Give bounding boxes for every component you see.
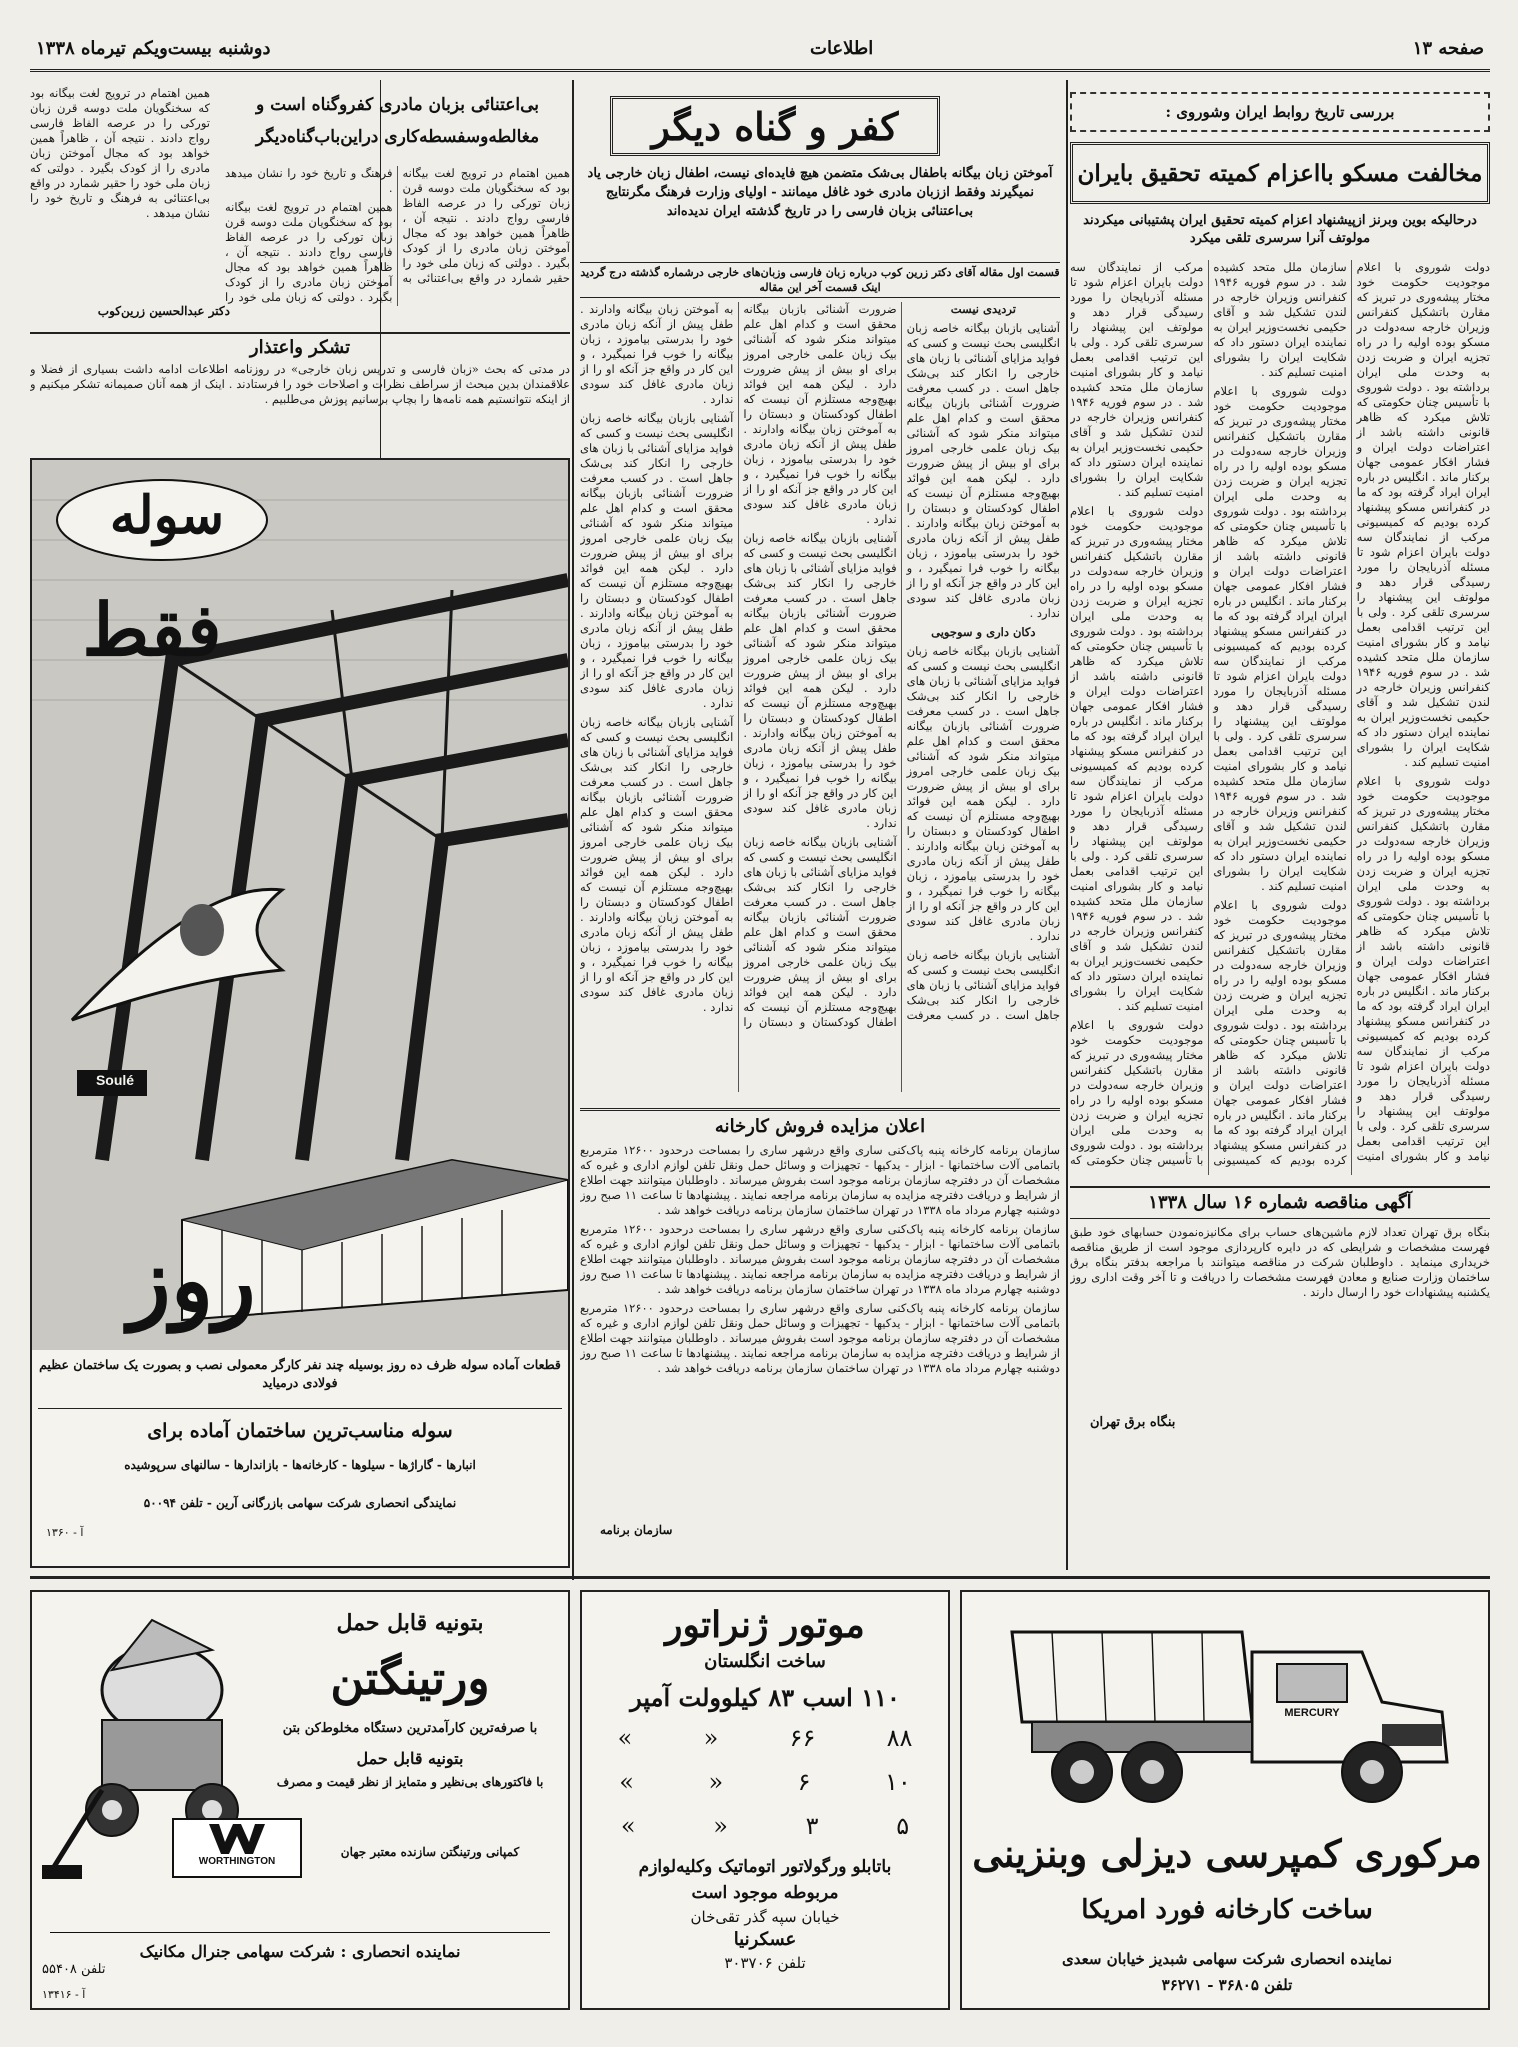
mercury-origin: ساخت کارخانه فورد امریکا [1081, 1895, 1373, 1925]
motor-spec-cell: ۳ [805, 1812, 819, 1840]
motor-seller: عسکرنیا [733, 1929, 797, 1950]
motor-phone: تلفن ۳۰۳۷۰۶ [724, 1954, 806, 1972]
auction-paragraph: سازمان برنامه کارخانه پنبه پاک‌کنی ساری واقع درشهر ساری را بمساحت درحدود ۱۲۶۰۰ مترمربع باتمامی آلات ساختمانها - ابزار - یدکیها - تجهیزات و وسائل حمل ونقل تلفن لوازم اداری و غیره که مشخصات آن در دفترچه سازمان برنامه موجود است بفروش میرساند . داوطلبان میتوانند جهت اطلاع از شرایط و دریافت دفترچه مزایده به سازمان برنامه مراجعه نمایند . پیشنهادها تا ساعت ۱۱ صبح روز دوشنبه چهارم مرداد ماه ۱۳۳۸ در تهران ساختمان سازمان برنامه دریافت خواهد شد . [580, 1143, 1060, 1217]
ad-motor-generator [580, 1590, 950, 2010]
article-headline: مخالفت مسکو بااعزام کمیته تحقیق بایران [1077, 160, 1483, 187]
motor-spec-cell: ۶ [797, 1768, 811, 1796]
body-paragraph-repeat: دولت شوروی با اعلام موجودیت حکومت خود مختار پیشه‌وری در تبریز که مقارن باتشکیل کنفرانس وزیران خارجه سه‌دولت در مسکو بوده اولیه را در راه تجزیه ایران و ضربت زدن به وحدت ملی ایران برداشته بود . دولت شوروی با تأسیس چنان حکومتی که تلاش میکرد که ظاهر قانونی داشته باشد از اعتراضات دولت ایران و فشار افکار عمومی جهان برکنار ماند . انگلیس در باره ایران ایراد گرفته بود که ما در کنفرانس مسکو پیشنهاد کرده بودیم که کمیسیونی مرکب از نمایندگان سه دولت بایران اعزام شود تا مسئله آذربایجان را مورد رسیدگی قرار دهد و مولوتف این پیشنهاد را سرسری تلقی کرد . ولی با این ترتیب اقدامی بعمل نیامد و کار بشورای امنیت سازمان ملل متحد کشیده شد . در سوم فوریه ۱۹۴۶ کنفرانس وزیران خارجه در لندن تشکیل شد و آقای حکیمی نخست‌وزیر ایران به نماینده ایران دستور داد که شکایت ایران را بشورای امنیت تسلیم کند . [1070, 260, 1347, 1167]
beetenai-headline-2: مغالطه‌وسفسطه‌کاری دراین‌باب‌گناه‌دیگر [255, 127, 540, 147]
mercury-title: مرکوری کمپرسی دیزلی وبنزینی [972, 1831, 1482, 1876]
page-number: صفحه ۱۳ [1412, 38, 1484, 59]
soule-agent: نمایندگی انحصاری شرکت سهامی بازرگانی آرین - تلفن ۵۰۰۹۴ [143, 1496, 457, 1510]
kofr-paragraph-repeat: آشنایی بازبان بیگانه خاصه زبان انگلیسی بحث نیست و کسی که فواید مزایای آشنائی با زبان های خارجی را انکار کند بی‌شک جاهل است . در کسب معرفت ضرورت آشنائی بازبان بیگانه محقق است و کدام اهل علم میتواند منکر شود که آشنائی بیک زبان علمی خارجی امروز برای او بیش از پیش ضرورت دارد . لیکن همه این فوائد بهیچ‌وجه مستلزم آن نیست که اطفال کودکستان و دبستان را به آموختن زبان بیگانه وادارند . طفل پیش از آنکه زبان مادری خود را بدرستی بیاموزد ، زبان بیگانه را خوب فرا نمیگیرد ، و این کار در واقع جز آنکه او را از زبان مادری غافل کند سودی ندارد . [580, 715, 734, 1014]
body-paragraph: دولت شوروی با اعلام موجودیت حکومت خود مختار پیشه‌وری در تبریز که مقارن باتشکیل کنفرانس وزیران خارجه سه‌دولت در مسکو بوده اولیه را در راه تجزیه ایران و ضربت زدن به وحدت ملی ایران برداشته بود . دولت شوروی با تأسیس چنان حکومتی که تلاش میکرد که ظاهر قانونی داشته باشد از اعتراضات دولت ایران و فشار افکار عمومی جهان برکنار ماند . انگلیس در باره ایران ایراد گرفته بود که ما در کنفرانس مسکو پیشنهاد کرده بودیم که کمیسیونی مرکب از نمایندگان سه دولت بایران اعزام شود تا مسئله آذربایجان را مورد رسیدگی قرار دهد و مولوتف این پیشنهاد را سرسری تلقی کرد . ولی با این ترتیب اقدامی بعمل نیامد و کار بشورای امنیت سازمان ملل متحد کشیده شد . در سوم فوریه ۱۹۴۶ کنفرانس وزیران خارجه در لندن تشکیل شد و آقای حکیمی نخست‌وزیر ایران به نماینده ایران دستور داد که شکایت ایران را بشورای امنیت تسلیم کند . [1356, 260, 1490, 769]
kofr-headline-box [610, 96, 940, 156]
motor-spec-header: ۱۱۰ اسب ۸۳ کیلوولت آمپر [630, 1683, 900, 1712]
masthead [30, 28, 1490, 72]
article-mosco [1070, 86, 1490, 1176]
beetenai-body [225, 166, 570, 306]
soule-days: روز [128, 1228, 256, 1332]
kofr-body [580, 302, 1060, 1092]
motor-spec-cell: ۶۶ [789, 1724, 816, 1752]
tender-body: بنگاه برق تهران تعداد لازم ماشین‌های حساب برای مکانیزه‌نمودن حسابهای خود طبق فهرست مشخصات و شرایطی که در دایره کارپردازی موجود است از طریق مناقصه خریداری مینماید . داوطلبان شرکت در مناقصه میتوانند با مراجعه بدفتر بنگاه برق ساختمان وزارت صنایع و معادن فهرست مشخصات را دریافت و تا آخر وقت اداری روز یکشنبه پیشنهادات خود را ارسال دارند . [1070, 1225, 1490, 1299]
article-beetenai [30, 86, 570, 326]
thanks-title: تشکر واعتذار [249, 337, 351, 358]
kofr-paragraph-repeat: آشنایی بازبان بیگانه خاصه زبان انگلیسی بحث نیست و کسی که فواید مزایای آشنائی با زبان های خارجی را انکار کند بی‌شک جاهل است . در کسب معرفت ضرورت آشنائی بازبان بیگانه محقق است و کدام اهل علم میتواند منکر شود که آشنائی بیک زبان علمی خارجی امروز برای او بیش از پیش ضرورت دارد . لیکن همه این فوائد بهیچ‌وجه مستلزم آن نیست که اطفال کودکستان و دبستان را به آموختن زبان بیگانه وادارند . طفل پیش از آنکه زبان مادری خود را بدرستی بیاموزد ، زبان بیگانه را خوب فرا نمیگیرد ، و این کار در واقع جز آنکه او را از زبان مادری غافل کند سودی ندارد . [580, 411, 734, 710]
motor-spec-cell: ۵ [896, 1812, 910, 1840]
worthington-badge-text: WORTHINGTON [198, 1856, 276, 1867]
motor-spec-cell: « [703, 1724, 719, 1752]
kofr-paragraph-repeat: آشنایی بازبان بیگانه خاصه زبان انگلیسی بحث نیست و کسی که فواید مزایای آشنائی با زبان های خارجی را انکار کند بی‌شک جاهل است . در کسب معرفت ضرورت آشنائی بازبان بیگانه محقق است و کدام اهل علم میتواند منکر شود که آشنائی بیک زبان علمی خارجی امروز برای او بیش از پیش ضرورت دارد . لیکن همه این فوائد بهیچ‌وجه مستلزم آن نیست که اطفال کودکستان و دبستان را به آموختن زبان بیگانه وادارند . طفل پیش از آنکه زبان مادری خود را بدرستی بیاموزد ، زبان بیگانه را خوب فرا نمیگیرد ، و این کار در واقع جز آنکه او را از زبان مادری غافل کند سودی ندارد . [743, 531, 897, 830]
ad-mercury [960, 1590, 1490, 2010]
thanks-body: در مدتی که بحث «زبان فارسی و تدریس زبان خارجی» در روزنامه اطلاعات ادامه داشت بسیاری از فضلا و علاقمندان بدین مبحث از سراطف نظرات و اصلاحات خود را فرستادند . اینک از همه آنان صمیمانه تشکر میکنیم و از اینکه نتوانستیم همه نامه‌ها را بچاپ برسانیم پوزش می‌طلبیم . [30, 362, 570, 406]
beetenai-left-column: همین اهتمام در ترویج لغت بیگانه بود که سخنگویان ملت دوسه قرن زبان تورکی را در عرصه الفاظ فارسی رواج دادند . نتیجه آن ، ظاهراً همین خواهد بود که مجال آموختن زبان مادری را از کودک بگیرد . دولتی که زبان ملی خود را حقیر شمارد در واقع بی‌اعتنائی به فرهنگ و تاریخ خود را نشان میدهد . [30, 86, 210, 220]
worthington-phone: تلفن ۵۵۴۰۸ [42, 1962, 106, 1977]
motor-line-2: مربوطه موجود است [691, 1883, 839, 1903]
mercury-phones: تلفن ۳۶۸۰۵ - ۳۶۲۷۱ [1161, 1976, 1293, 1994]
worthington-code: آ - ۱۳۴۱۶ [42, 1988, 86, 2001]
kofr-paragraph-repeat: آشنایی بازبان بیگانه خاصه زبان انگلیسی بحث نیست و کسی که فواید مزایای آشنائی با زبان های خارجی را انکار کند بی‌شک جاهل است . در کسب معرفت ضرورت آشنائی بازبان بیگانه محقق است و کدام اهل علم میتواند منکر شود که آشنائی بیک زبان علمی خارجی امروز برای او بیش از پیش ضرورت دارد . لیکن همه این فوائد بهیچ‌وجه مستلزم آن نیست که اطفال کودکستان و دبستان را به آموختن زبان بیگانه وادارند . طفل پیش از آنکه زبان مادری خود را بدرستی بیاموزد ، زبان بیگانه را خوب فرا نمیگیرد ، و این کار در واقع جز آنکه او را از زبان مادری غافل کند سودی ندارد . [906, 644, 1060, 943]
motor-spec-row [582, 1760, 948, 1804]
body-paragraph-repeat: دولت شوروی با اعلام موجودیت حکومت خود مختار پیشه‌وری در تبریز که مقارن باتشکیل کنفرانس وزیران خارجه سه‌دولت در مسکو بوده اولیه را در راه تجزیه ایران و ضربت زدن به وحدت ملی ایران برداشته بود . دولت شوروی با تأسیس چنان حکومتی که تلاش میکرد که ظاهر قانونی داشته باشد از اعتراضات دولت ایران و فشار افکار عمومی جهان برکنار ماند . انگلیس در باره ایران ایراد گرفته بود که ما در کنفرانس مسکو پیشنهاد کرده بودیم که کمیسیونی مرکب از نمایندگان سه دولت بایران اعزام شود تا مسئله آذربایجان را مورد رسیدگی قرار دهد و مولوتف این پیشنهاد را سرسری تلقی کرد . ولی با این ترتیب اقدامی بعمل نیامد و کار بشورای امنیت سازمان ملل متحد کشیده شد . در سوم فوریه ۱۹۴۶ کنفرانس وزیران خارجه در لندن تشکیل شد و آقای حکیمی نخست‌وزیر ایران به نماینده ایران دستور داد که شکایت ایران را بشورای امنیت تسلیم کند . [1213, 260, 1490, 1163]
motor-spec-row [582, 1804, 948, 1848]
kofr-section-heading: تردیدی نیست [950, 302, 1016, 316]
soule-logo: Soulé [95, 1072, 135, 1088]
body-paragraph-repeat: دولت شوروی با اعلام موجودیت حکومت خود مختار پیشه‌وری در تبریز که مقارن باتشکیل کنفرانس وزیران خارجه سه‌دولت در مسکو بوده اولیه را در راه تجزیه ایران و ضربت زدن به وحدت ملی ایران برداشته بود . دولت شوروی با تأسیس چنان حکومتی که [1070, 1018, 1204, 1167]
motor-spec-cell: « [708, 1768, 724, 1796]
worthington-w-icon [207, 1822, 267, 1856]
headline-box [1070, 142, 1490, 204]
paper-name: اطلاعات [810, 38, 874, 59]
kofr-note: قسمت اول مقاله آقای دکتر زرین کوب درباره زبان فارسی وزبان‌های خارجی درشماره گذشته درج گردید اینک قسمت آخر این مقاله [580, 262, 1060, 298]
column-rule [1066, 80, 1068, 1570]
worthington-line-1: بتونیه قابل حمل [336, 1610, 484, 1636]
mercury-agent: نماینده انحصاری شرکت سهامی شبدیز خیابان سعدی [1061, 1950, 1393, 1968]
article-kicker: بررسی تاریخ روابط ایران وشوروی : [1070, 92, 1490, 132]
motor-spec-cell: » [619, 1768, 634, 1796]
motor-spec-row [582, 1716, 948, 1760]
kofr-headline: کفر و گناه دیگر [651, 104, 899, 149]
worthington-line-3: بتونیه قابل حمل [356, 1749, 464, 1768]
motor-spec-cell: « [713, 1812, 728, 1840]
ad-worthington [30, 1590, 570, 2010]
body-paragraph-repeat: دولت شوروی با اعلام موجودیت حکومت خود مختار پیشه‌وری در تبریز که مقارن باتشکیل کنفرانس وزیران خارجه سه‌دولت در مسکو بوده اولیه را در راه تجزیه ایران و ضربت زدن به وحدت ملی ایران برداشته بود . دولت شوروی با تأسیس چنان حکومتی که تلاش میکرد که ظاهر قانونی داشته باشد از اعتراضات دولت ایران و فشار افکار عمومی جهان برکنار ماند . انگلیس در باره ایران ایراد گرفته بود که ما در کنفرانس مسکو پیشنهاد کرده بودیم که کمیسیونی مرکب از نمایندگان سه دولت بایران اعزام شود تا مسئله آذربایجان را مورد رسیدگی قرار دهد و مولوتف این پیشنهاد را سرسری تلقی کرد . ولی با این ترتیب اقدامی بعمل نیامد و کار بشورای امنیت سازمان ملل متحد کشیده شد . در سوم فوریه ۱۹۴۶ کنفرانس وزیران خارجه در لندن تشکیل شد و آقای حکیمی نخست‌وزیر ایران به نماینده ایران دستور داد که شکایت ایران را بشورای امنیت تسلیم کند . [1213, 384, 1347, 893]
body-paragraph-repeat: دولت شوروی با اعلام موجودیت حکومت خود مختار پیشه‌وری در تبریز که مقارن باتشکیل کنفرانس وزیران خارجه سه‌دولت در مسکو بوده اولیه را در راه تجزیه ایران و ضربت زدن به وحدت ملی ایران برداشته بود . دولت شوروی با تأسیس چنان حکومتی که تلاش میکرد که ظاهر قانونی داشته باشد از اعتراضات دولت ایران و فشار افکار عمومی جهان برکنار ماند . انگلیس در باره ایران ایراد گرفته بود که ما در کنفرانس مسکو پیشنهاد کرده بودیم که کمیسیونی مرکب از نمایندگان سه دولت بایران اعزام شود تا مسئله آذربایجان را مورد رسیدگی قرار دهد و مولوتف این پیشنهاد را سرسری تلقی کرد . ولی با این ترتیب اقدامی بعمل نیامد و کار بشورای امنیت سازمان ملل متحد کشیده شد . در سوم فوریه ۱۹۴۶ کنفرانس وزیران خارجه در لندن تشکیل شد و آقای حکیمی نخست‌وزیر ایران به نماینده ایران دستور داد که شکایت ایران را بشورای امنیت تسلیم کند . [1070, 504, 1204, 1013]
motor-spec-cell: » [620, 1812, 636, 1840]
auction-title: اعلان مزایده فروش کارخانه [714, 1116, 926, 1137]
article-subhead: درحالیکه بوین وبرنز ازپیشنهاد اعزام کمیته تحقیق ایران پشتیبانی میکردند مولوتف آنرا سرسری تلقی میکرد [1083, 213, 1477, 246]
motor-spec-cell: ۱۰ [884, 1768, 911, 1796]
beetenai-signature: دکتر عبدالحسین زرین‌کوب [97, 304, 230, 318]
issue-date: دوشنبه بیست‌ویکم تیرماه ۱۳۳۸ [36, 38, 271, 59]
worthington-agent: نماینده انحصاری : شرکت سهامی جنرال مکانیک [50, 1932, 550, 1963]
motor-spec-cell: » [617, 1724, 633, 1752]
article-kofr [580, 86, 1060, 1096]
soule-tagline: سوله مناسب‌ترین ساختمان آماده برای [38, 1408, 562, 1445]
kofr-paragraph-repeat: آشنایی بازبان بیگانه خاصه زبان انگلیسی بحث نیست و کسی که فواید مزایای آشنائی با زبان های خارجی را انکار کند بی‌شک جاهل است . در کسب معرفت ضرورت آشنائی بازبان بیگانه محقق است و کدام اهل علم میتواند منکر شود که آشنائی بیک زبان علمی خارجی امروز برای او بیش از پیش ضرورت دارد . لیکن همه این فوائد بهیچ‌وجه مستلزم آن نیست که اطفال کودکستان و دبستان را به آموختن زبان بیگانه وادارند . طفل پیش از آنکه زبان مادری خود را بدرستی بیاموزد ، زبان بیگانه را خوب فرا نمیگیرد ، و این کار در واقع جز آنکه او را از زبان مادری غافل کند سودی ندارد . [580, 302, 897, 1029]
worthington-line-2: با صرفه‌ترین کارآمدترین دستگاه مخلوط‌کن بتن [282, 1721, 538, 1736]
beetenai-paragraph: همین اهتمام در ترویج لغت بیگانه بود که سخنگویان ملت دوسه قرن زبان تورکی را در عرصه الفاظ فارسی رواج دادند . نتیجه آن ، ظاهراً همین خواهد بود که مجال آموختن زبان مادری را از کودک بگیرد . دولتی که زبان ملی خود را حقیر شمارد در واقع بی‌اعتنائی به فرهنگ و تاریخ خود را نشان میدهد . [225, 166, 570, 285]
auction-body [580, 1143, 1060, 1523]
worthington-brand: ورتینگتن [330, 1651, 490, 1705]
dump-truck-illustration [1002, 1612, 1462, 1812]
tender-signature: بنگاه برق تهران [1090, 1415, 1176, 1430]
soule-brand: سوله [109, 485, 225, 546]
beetenai-headline-1: بی‌اعتنائی بزبان مادری کفروگناه است و [255, 95, 540, 115]
tender-title: آگهی مناقصه شماره ۱۶ سال ۱۳۳۸ [1070, 1188, 1490, 1219]
beetenai-paragraph-repeat: همین اهتمام در ترویج لغت بیگانه بود که سخنگویان ملت دوسه قرن زبان تورکی را در عرصه الفاظ فارسی رواج دادند . نتیجه آن ، ظاهراً همین خواهد بود که مجال آموختن زبان مادری را از کودک بگیرد . دولتی که زبان ملی خود را [225, 200, 393, 304]
soule-only: فقط [82, 587, 222, 672]
soule-code: آ - ۱۳۶۰ [46, 1526, 84, 1539]
worthington-badge [172, 1818, 302, 1878]
kofr-subhead: آموختن زبان بیگانه باطفال بی‌شک متضمن هیچ فایده‌ای نیست، اطفال زبان خارجی یاد نمیگیرند وفقط اززبان مادری خود غافل میمانند - اولیای وزارت فرهنگ مگرنتایج بی‌اعتنائی بزبان فارسی را در تاریخ گذشته ایران ندیده‌اند [587, 166, 1053, 219]
auction-paragraph-repeat: سازمان برنامه کارخانه پنبه پاک‌کنی ساری واقع درشهر ساری را بمساحت درحدود ۱۲۶۰۰ مترمربع باتمامی آلات ساختمانها - ابزار - یدکیها - تجهیزات و وسائل حمل ونقل تلفن لوازم اداری و غیره که مشخصات آن در دفترچه سازمان برنامه موجود است بفروش میرساند . داوطلبان میتوانند جهت اطلاع از شرایط و دریافت دفترچه مزایده به سازمان برنامه مراجعه نمایند . پیشنهادها تا ساعت ۱۱ صبح روز دوشنبه چهارم مرداد ماه ۱۳۳۸ در تهران ساختمان سازمان برنامه دریافت خواهد شد . [580, 1301, 1060, 1375]
tender-notice [1070, 1186, 1490, 1476]
article-body [1070, 260, 1490, 1175]
motor-line-1: باتابلو ورگولاتور اتوماتیک وکلیه‌لوازم [638, 1857, 892, 1877]
ad-soule [30, 458, 570, 1568]
motor-origin: ساخت انگلستان [704, 1651, 826, 1672]
kofr-section-heading: دکان داری و سوجویی [931, 625, 1036, 639]
worthington-line-5: کمپانی ورتینگتن سازنده معتبر جهان [340, 1845, 520, 1859]
soule-caption: قطعات آماده سوله ظرف ده روز بوسیله چند نفر کارگر معمولی نصب و بصورت یک ساختمان عظیم فولادی درمیاید [39, 1357, 561, 1390]
section-rule [30, 1576, 1490, 1579]
truck-mark: MERCURY [1284, 1707, 1340, 1719]
soule-uses: انبارها - گاراژها - سیلوها - کارخانه‌ها - بازاندارها - سالنهای سرپوشیده [124, 1458, 476, 1472]
kofr-paragraph: آشنایی بازبان بیگانه خاصه زبان انگلیسی بحث نیست و کسی که فواید مزایای آشنائی با زبان های خارجی را انکار کند بی‌شک جاهل است . در کسب معرفت ضرورت آشنائی بازبان بیگانه محقق است و کدام اهل علم میتواند منکر شود که آشنائی بیک زبان علمی خارجی امروز برای او بیش از پیش ضرورت دارد . لیکن همه این فوائد بهیچ‌وجه مستلزم آن نیست که اطفال کودکستان و دبستان را به آموختن زبان بیگانه وادارند . طفل پیش از آنکه زبان مادری خود را بدرستی بیاموزد ، زبان بیگانه را خوب فرا نمیگیرد ، و این کار در واقع جز آنکه او را از زبان مادری غافل کند سودی ندارد . [906, 321, 1060, 620]
motor-address: خیابان سپه گذر تقی‌خان [690, 1908, 840, 1926]
thanks-notice [30, 332, 570, 450]
motor-title: موتور ژنراتور [665, 1604, 865, 1646]
auction-signature: سازمان برنامه [600, 1523, 673, 1537]
kofr-paragraph-repeat: آشنایی بازبان بیگانه خاصه زبان انگلیسی بحث نیست و کسی که فواید مزایای آشنائی با زبان های خارجی را انکار کند بی‌شک جاهل است . در کسب معرفت ضرورت آشنائی بازبان بیگانه محقق است و کدام اهل علم میتواند منکر شود که آشنائی بیک زبان علمی خارجی امروز برای او بیش از پیش ضرورت دارد . لیکن همه این فوائد بهیچ‌وجه مستلزم آن نیست که اطفال کودکستان و دبستان را به آموختن زبان بیگانه وادارند . طفل پیش از آنکه زبان مادری خود را بدرستی بیاموزد ، زبان بیگانه را خوب فرا نمیگیرد ، و این کار در واقع جز آنکه او را از زبان مادری غافل کند سودی ندارد . [743, 302, 1060, 1022]
column-rule [572, 80, 574, 1580]
auction-paragraph-repeat: سازمان برنامه کارخانه پنبه پاک‌کنی ساری واقع درشهر ساری را بمساحت درحدود ۱۲۶۰۰ مترمربع باتمامی آلات ساختمانها - ابزار - یدکیها - تجهیزات و وسائل حمل ونقل تلفن لوازم اداری و غیره که مشخصات آن در دفترچه سازمان برنامه موجود است بفروش میرساند . داوطلبان میتوانند جهت اطلاع از شرایط و دریافت دفترچه مزایده به سازمان برنامه مراجعه نمایند . پیشنهادها تا ساعت ۱۱ صبح روز دوشنبه چهارم مرداد ماه ۱۳۳۸ در تهران ساختمان سازمان برنامه دریافت خواهد شد . [580, 1222, 1060, 1296]
worthington-line-4: با فاکتورهای بی‌نظیر و متمایز از نظر قیمت و مصرف [276, 1775, 544, 1789]
motor-spec-cell: ۸۸ [886, 1724, 913, 1752]
auction-notice [580, 1108, 1060, 1558]
